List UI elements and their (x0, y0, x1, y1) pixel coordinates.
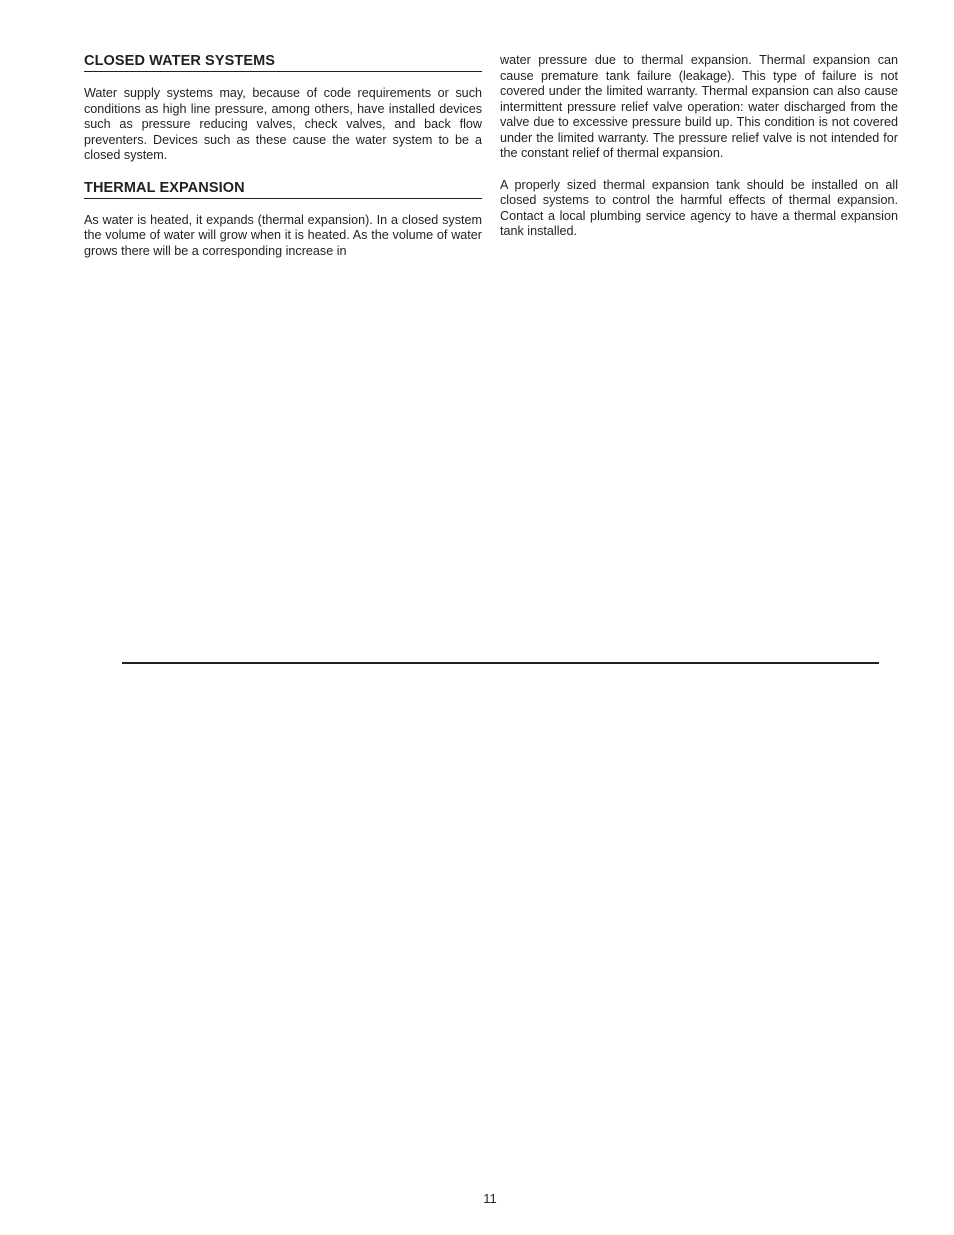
right-column (500, 52, 898, 240)
thermal-expansion-paragraph: As water is heated, it expands (thermal expansion). In a closed system the volume of water will grow when it is heated. As the volume of water grows there will be a corresponding increase in (84, 212, 482, 258)
expansion-tank-paragraph: A properly sized thermal expansion tank should be installed on all closed systems to control the harmful effects of thermal expansion. Contact a local plumbing service agency to have a thermal expansion tank installed. (500, 177, 898, 238)
horizontal-divider (122, 662, 879, 664)
page-number: 11 (483, 1191, 497, 1206)
closed-water-systems-paragraph: Water supply systems may, because of code requirements or such conditions as high line pressure, among others, have installed devices such as pressure reducing valves, check valves, and back flow preventers. Devices such as these cause the water system to be a closed system. (84, 86, 482, 162)
left-column (84, 52, 482, 259)
closed-water-systems-heading: CLOSED WATER SYSTEMS (84, 53, 482, 72)
thermal-expansion-heading: THERMAL EXPANSION (84, 180, 482, 199)
thermal-expansion-continued-paragraph: water pressure due to thermal expansion. Thermal expansion can cause premature tank failure (leakage). This type of failure is not covered under the limited warranty. Thermal expansion can also cause intermittent pressure relief valve operation: water discharged from the valve due to excessive pressure build up. This condition is not covered under the limited warranty. The pressure relief valve is not intended for the constant relief of thermal expansion. (500, 53, 898, 160)
